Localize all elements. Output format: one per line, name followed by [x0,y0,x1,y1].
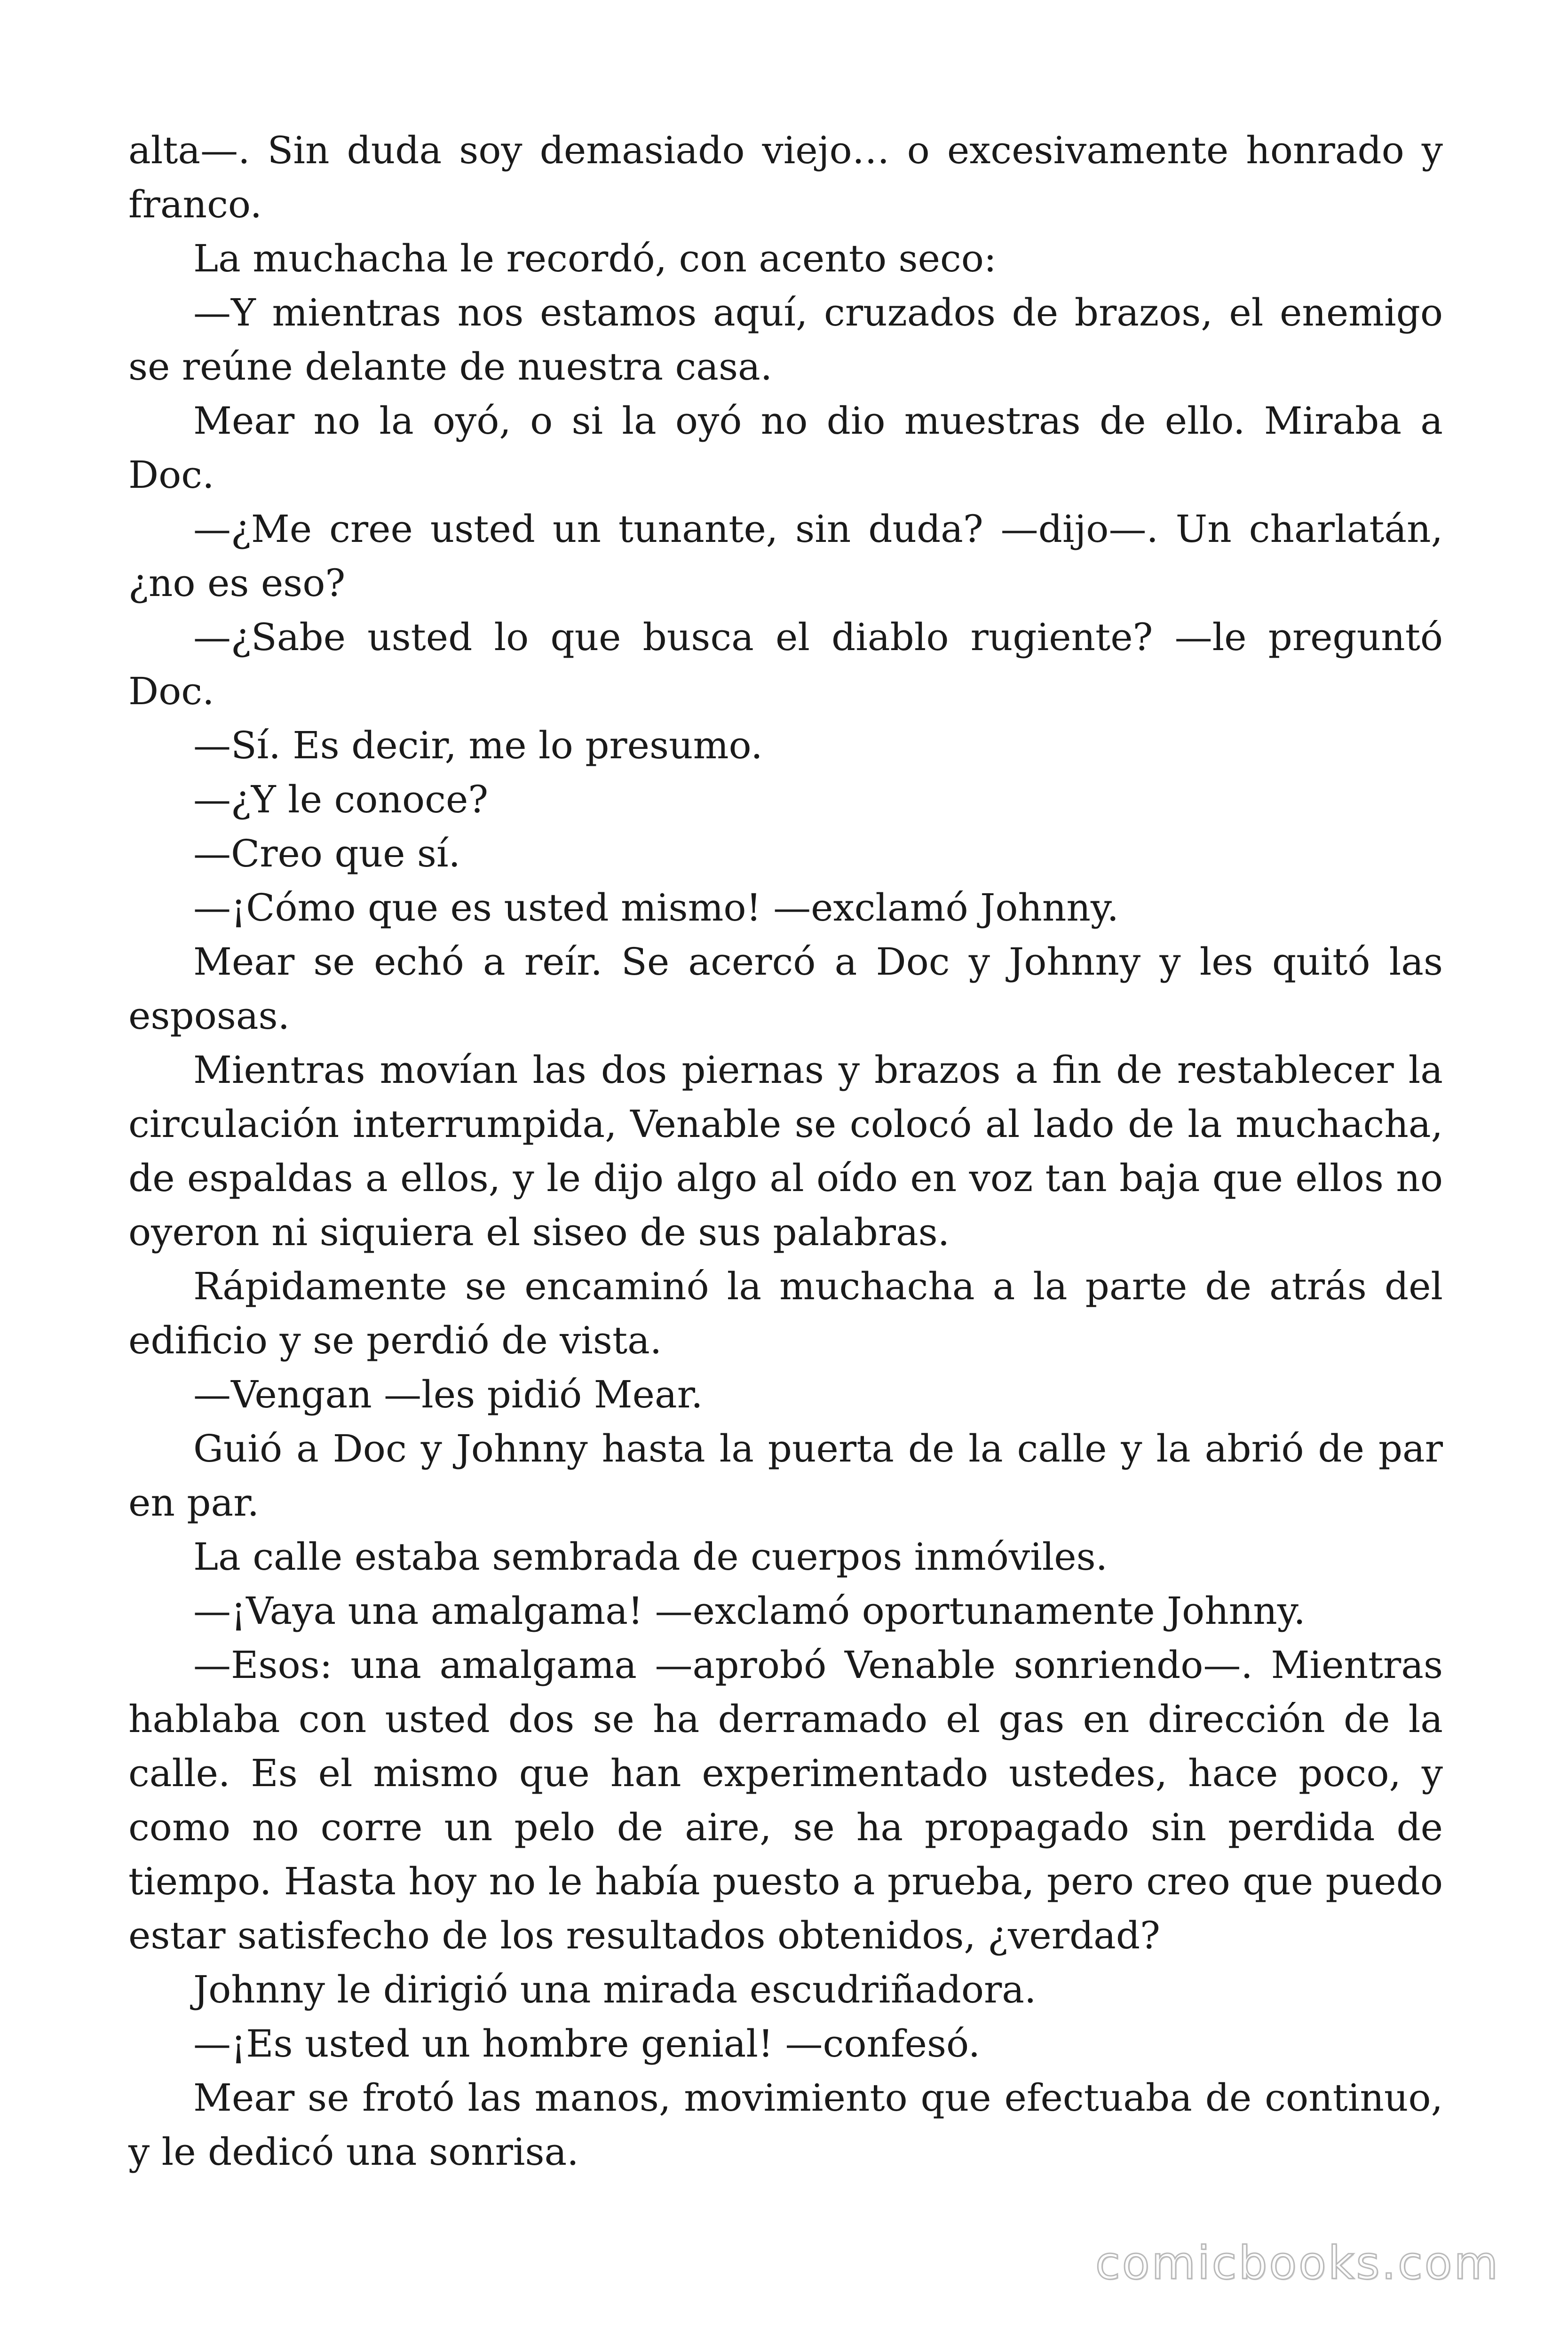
paragraph: —¿Y le conoce? [193,778,489,821]
paragraph: —Sí. Es decir, me lo presumo. [193,723,763,767]
paragraph: —¡Cómo que es usted mismo! —exclamó Johnny. [193,886,1119,930]
watermark: comicbooks.com [1095,2237,1500,2289]
paragraph: —¡Es usted un hombre genial! —confesó. [193,2022,981,2066]
paragraph: La muchacha le recordó, con acento seco: [193,237,997,280]
paragraph: Mear no la oyó, o si la oyó no dio muestras de ello. Miraba a Doc. [128,399,1443,497]
paragraph: alta—. Sin duda soy demasiado viejo… o excesivamente honrado y franco. [128,128,1443,226]
paragraph: —Esos: una amalgama —aprobó Venable sonriendo—. Mientras hablaba con usted dos se ha derramado el gas en dirección de la calle. Es el mismo que han experimentado ustedes, hace poco, y como no corre un pelo de aire, se ha propagado sin perdida de tiempo. Hasta hoy no le había puesto a prueba, pero creo que puedo estar satisfecho de los resultados obtenidos, ¿verdad? [128,1643,1443,1957]
paragraph: Johnny le dirigió una mirada escudriñadora. [193,1968,1037,2011]
paragraph: Mear se frotó las manos, movimiento que efectuaba de continuo, y le dedicó una sonrisa. [128,2076,1443,2174]
page-body [128,123,1443,2179]
paragraph: —¿Sabe usted lo que busca el diablo rugiente? —le preguntó Doc. [128,615,1443,713]
paragraph: Mientras movían las dos piernas y brazos a fin de restablecer la circulación interrumpida, Venable se colocó al lado de la muchacha, de espaldas a ellos, y le dijo algo al oído en voz tan baja que ellos no oyeron ni siquiera el siseo de sus palabras. [128,1048,1443,1254]
paragraph: —Vengan —les pidió Mear. [193,1373,703,1416]
paragraph: La calle estaba sembrada de cuerpos inmóviles. [193,1535,1108,1579]
paragraph: —Y mientras nos estamos aquí, cruzados de brazos, el enemigo se reúne delante de nuestra casa. [128,291,1443,389]
paragraph: Mear se echó a reír. Se acercó a Doc y Johnny y les quitó las esposas. [128,940,1443,1038]
paragraph: Guió a Doc y Johnny hasta la puerta de la calle y la abrió de par en par. [128,1427,1443,1525]
paragraph: —Creo que sí. [193,832,460,875]
paragraph: —¿Me cree usted un tunante, sin duda? —dijo—. Un charlatán, ¿no es eso? [128,507,1443,605]
paragraph: Rápidamente se encaminó la muchacha a la parte de atrás del edificio y se perdió de vista. [128,1264,1443,1362]
paragraph: —¡Vaya una amalgama! —exclamó oportunamente Johnny. [193,1589,1306,1633]
